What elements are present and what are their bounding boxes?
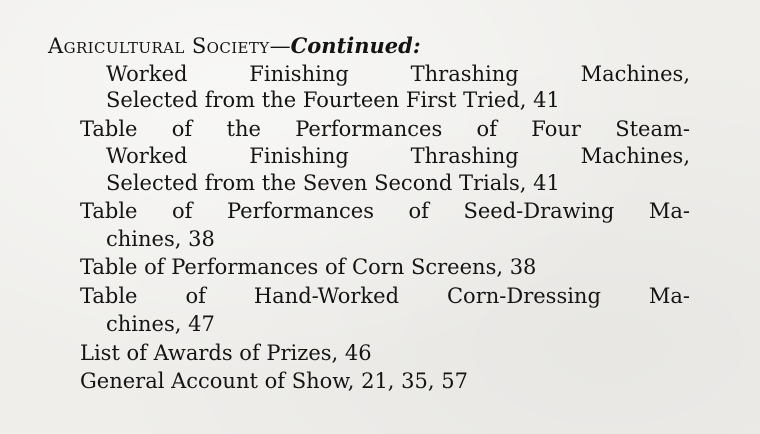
index-entry-line: Table of Hand-Worked Corn-Dressing Ma- bbox=[80, 284, 690, 308]
index-entry-line: Table of the Performances of Four Steam- bbox=[80, 117, 690, 141]
index-heading bbox=[48, 33, 421, 59]
index-entry-line: chines, 38 bbox=[106, 227, 215, 251]
index-entry-line: Table of Performances of Corn Screens, 38 bbox=[80, 255, 537, 279]
index-entry-line: Selected from the Fourteen First Tried, 41 bbox=[106, 88, 560, 112]
heading-separator: — bbox=[269, 34, 291, 58]
index-entry-line: Selected from the Seven Second Trials, 41 bbox=[106, 171, 560, 195]
heading-continued: Continued: bbox=[290, 33, 421, 58]
index-entry-line: Table of Performances of Seed-Drawing Ma- bbox=[80, 199, 690, 223]
index-entry-line: General Account of Show, 21, 35, 57 bbox=[80, 369, 468, 393]
index-entry-line: Worked Finishing Thrashing Machines, bbox=[106, 144, 690, 168]
index-entry-line: chines, 47 bbox=[106, 312, 215, 336]
heading-society: Agricultural Society bbox=[48, 34, 270, 58]
index-entry-line: Worked Finishing Thrashing Machines, bbox=[106, 62, 690, 86]
index-entry-line: List of Awards of Prizes, 46 bbox=[80, 341, 372, 365]
